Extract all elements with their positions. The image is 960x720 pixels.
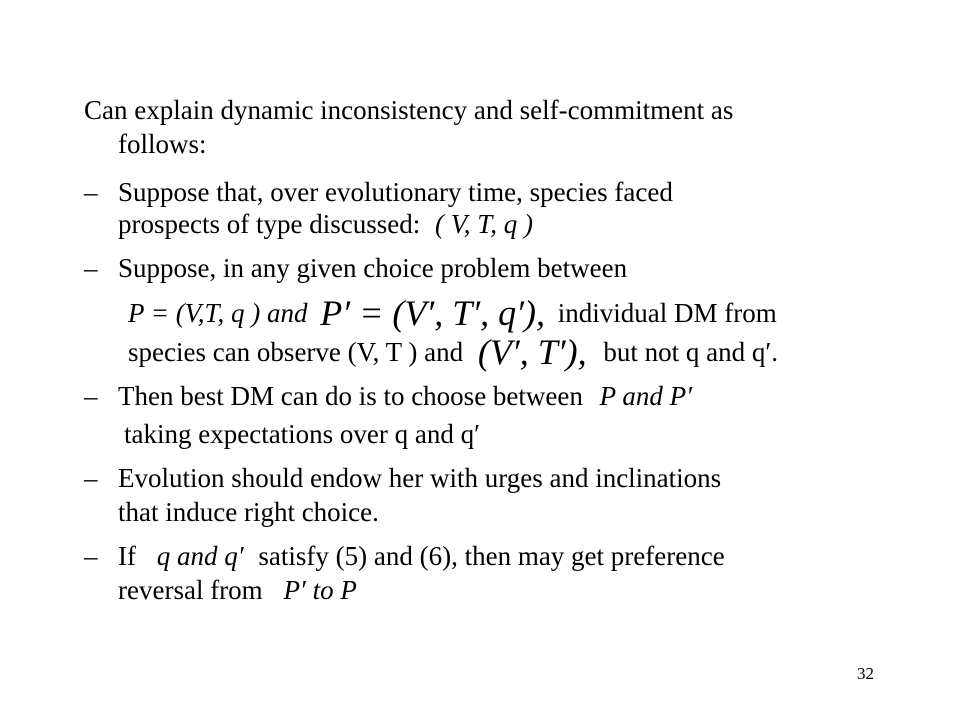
bullet-3-line-2: taking expectations over q and q′ <box>124 419 481 449</box>
satisfy-text: satisfy (5) and (6), then may get preference <box>258 541 725 571</box>
bullet-dash: – <box>84 541 98 571</box>
bullet-2-line-3 <box>128 332 779 372</box>
bullet-5-line-2 <box>118 574 357 606</box>
bullet-1-line-1: Suppose that, over evolutionary time, species faced <box>118 177 673 207</box>
bullet-3-line-1 <box>118 380 692 412</box>
intro-line-2: follows: <box>118 129 207 159</box>
if-text: If <box>118 541 136 571</box>
pprime-definition: P′ = (V′, T′, q′), <box>320 293 546 333</box>
observe-text: species can observe (V, T ) and <box>128 337 464 367</box>
bullet-1-text: prospects of type discussed: <box>118 209 421 239</box>
intro-line-1: Can explain dynamic inconsistency and self-commitment as <box>84 95 734 125</box>
bullet-dash: – <box>84 177 98 207</box>
choose-text: Then best DM can do is to choose between <box>118 381 583 411</box>
tuple-vtq: ( V, T, q ) <box>434 209 533 239</box>
pprime-to-p: P′ to P <box>283 575 357 605</box>
bullet-dash: – <box>84 381 98 411</box>
bullet-4-line-2: that induce right choice. <box>118 497 379 527</box>
but-not-text: but not q and q′. <box>603 337 779 367</box>
p-definition: P = (V,T, q ) and <box>128 298 308 328</box>
bullet-2-tail: individual DM from <box>557 298 777 328</box>
vt-prime: (V′, T′), <box>477 332 587 372</box>
p-and-pprime: P and P′ <box>599 381 693 411</box>
reversal-text: reversal from <box>118 575 263 605</box>
bullet-2-line-2 <box>128 293 777 333</box>
bullet-5-line-1 <box>118 540 725 572</box>
bullet-4-line-1: Evolution should endow her with urges and inclinations <box>118 463 722 493</box>
bullet-2-line-1: Suppose, in any given choice problem between <box>118 253 628 283</box>
page-number: 32 <box>857 664 874 683</box>
q-and-qprime: q and q′ <box>156 541 244 571</box>
bullet-1-line-2 <box>118 208 533 240</box>
bullet-dash: – <box>84 463 98 493</box>
bullet-dash: – <box>84 253 98 283</box>
